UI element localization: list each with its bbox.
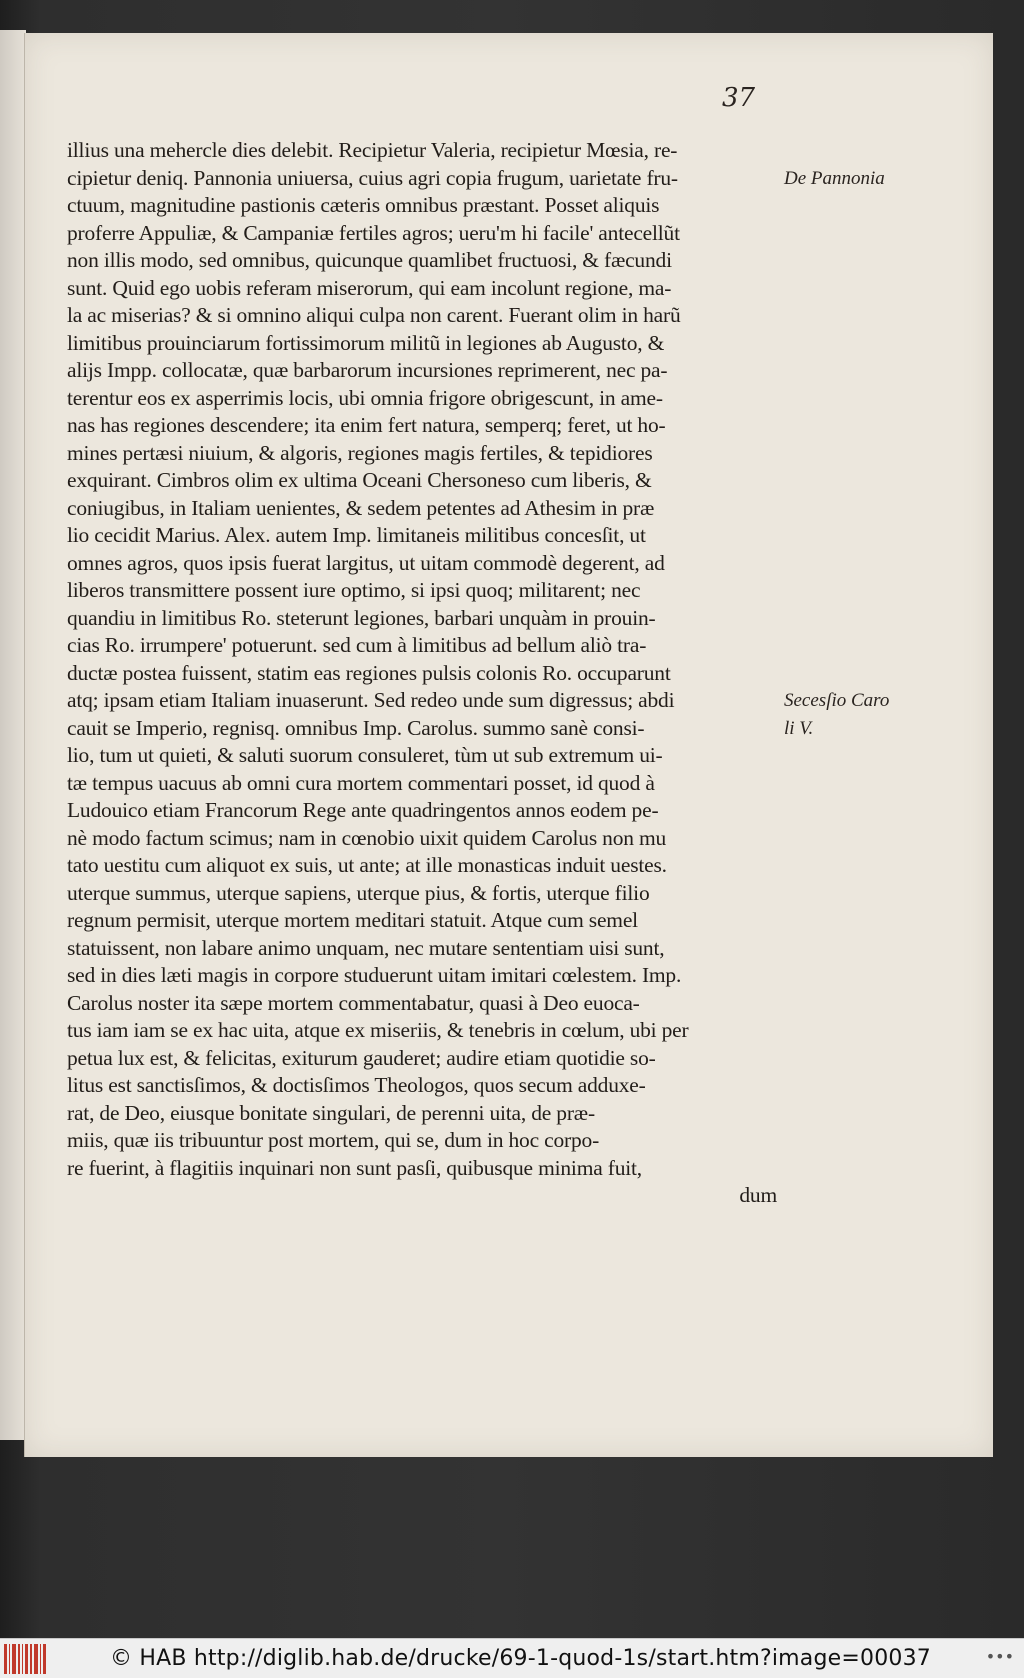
- more-icon[interactable]: •••: [985, 1647, 1014, 1666]
- text-line: sunt. Quid ego uobis referam miserorum, qui eam incolunt regione, ma-: [67, 275, 672, 300]
- text-line: illius una mehercle dies delebit. Recipietur Valeria, recipietur Mœsia, re-: [67, 138, 678, 162]
- footer-bar: [0, 1638, 1024, 1678]
- text-line: nè modo factum scimus; nam in cœnobio uixit quidem Carolus non mu: [67, 825, 667, 850]
- text-line: mines pertæsi niuium, & algoris, regiones magis fertiles, & tepidiores: [67, 440, 653, 465]
- copyright-link[interactable]: © HAB http://diglib.hab.de/drucke/69-1-quod-1s/start.htm?image=00037: [110, 1646, 932, 1671]
- text-line: exquirant. Cimbros olim ex ultima Oceani Chersoneso cum liberis, &: [67, 468, 652, 492]
- hab-logo-icon: [4, 1644, 50, 1674]
- marginal-note: li V.: [784, 717, 814, 739]
- text-line: litus est sanctisſimos, & doctisſimos Theologos, quos secum adduxe-: [67, 1073, 646, 1097]
- text-line: Carolus noster ita sæpe mortem commentabatur, quasi à Deo euoca-: [67, 990, 640, 1015]
- text-line: non illis modo, sed omnibus, quicunque quamlibet fructuosi, & fæcundi: [67, 248, 672, 272]
- text-line: la ac miserias? & si omnino aliqui culpa non carent. Fuerant olim in harũ: [67, 303, 681, 327]
- text-line: coniugibus, in Italiam uenientes, & sedem petentes ad Athesim in præ: [67, 495, 655, 520]
- text-line: sed in dies læti magis in corpore studuerunt uitam imitari cœlestem. Imp.: [67, 963, 682, 987]
- text-line: terentur eos ex asperrimis locis, ubi omnia frigore obrigescunt, in ame-: [67, 385, 663, 410]
- marginal-note: Secesſio Caro: [784, 690, 890, 711]
- text-line: tato uestitu cum aliquot ex suis, ut ante; at ille monasticas induit uestes.: [67, 853, 667, 877]
- text-line: uterque summus, uterque sapiens, uterque pius, & fortis, uterque filio: [67, 880, 650, 905]
- text-line: omnes agros, quos ipsis fuerat largitus, ut uitam commodè degerent, ad: [67, 550, 665, 575]
- previous-page-edge: [0, 30, 26, 1440]
- text-line: statuissent, non labare animo unquam, nec mutare sententiam uisi sunt,: [67, 935, 665, 960]
- page-number: 37: [722, 83, 756, 113]
- text-line: lio cecidit Marius. Alex. autem Imp. limitaneis militibus concesſit, ut: [67, 523, 646, 547]
- text-line: regnum permisit, uterque mortem meditari statuit. Atque cum semel: [67, 908, 638, 932]
- text-line: petua lux est, & felicitas, exiturum gauderet; audire etiam quotidie so-: [67, 1045, 656, 1070]
- text-line: cipietur deniq. Pannonia uniuersa, cuius agri copia frugum, uarietate fru-: [67, 165, 678, 190]
- text-line: nas has regiones descendere; ita enim fert natura, semperq; feret, ut ho-: [67, 413, 666, 437]
- text-line: ctuum, magnitudine pastionis cæteris omnibus præstant. Posset aliquis: [67, 193, 660, 217]
- text-line: limitibus prouinciarum fortissimorum militũ in legiones ab Augusto, &: [67, 330, 665, 355]
- text-line: ductæ postea fuissent, statim eas regiones pulsis colonis Ro. occuparunt: [67, 660, 671, 685]
- text-line: miis, quæ iis tribuuntur post mortem, qui se, dum in hoc corpo-: [67, 1128, 600, 1152]
- text-line: alijs Impp. collocatæ, quæ barbarorum incursiones reprimerent, nec pa-: [67, 358, 668, 382]
- text-line: cias Ro. irrumpere' potuerunt. sed cum à limitibus ad bellum aliò tra-: [67, 633, 647, 657]
- text-line: cauit se Imperio, regnisq. omnibus Imp. Carolus. summo sanè consi-: [67, 715, 645, 740]
- text-line: atq; ipsam etiam Italiam inuaserunt. Sed redeo unde sum digressus; abdi: [67, 688, 675, 712]
- text-line: quandiu in limitibus Ro. steterunt legiones, barbari unquàm in prouin-: [67, 605, 656, 630]
- text-line: dum: [739, 1183, 777, 1207]
- text-line: proferre Appuliæ, & Campaniæ fertiles agros; ueru'm hi facile' antecellũt: [67, 220, 680, 245]
- text-line: liberos transmittere possent iure optimo, si ipsi quoq; militarent; nec: [67, 578, 641, 602]
- text-line: rat, de Deo, eiusque bonitate singulari, de perenni uita, de præ-: [67, 1100, 595, 1125]
- text-line: re fuerint, à flagitiis inquinari non sunt pasſi, quibusque minima fuit,: [67, 1155, 642, 1180]
- body-text: [67, 137, 777, 1210]
- text-line: Ludouico etiam Francorum Rege ante quadringentos annos eodem pe-: [67, 798, 659, 822]
- marginal-note: De Pannonia: [784, 167, 885, 189]
- text-line: lio, tum ut quieti, & saluti suorum consuleret, tùm ut sub extremum ui-: [67, 743, 663, 767]
- text-line: tæ tempus uacuus ab omni cura mortem commentari posset, id quod à: [67, 770, 655, 795]
- text-line: tus iam iam se ex hac uita, atque ex miseriis, & tenebris in cœlum, ubi per: [67, 1018, 689, 1042]
